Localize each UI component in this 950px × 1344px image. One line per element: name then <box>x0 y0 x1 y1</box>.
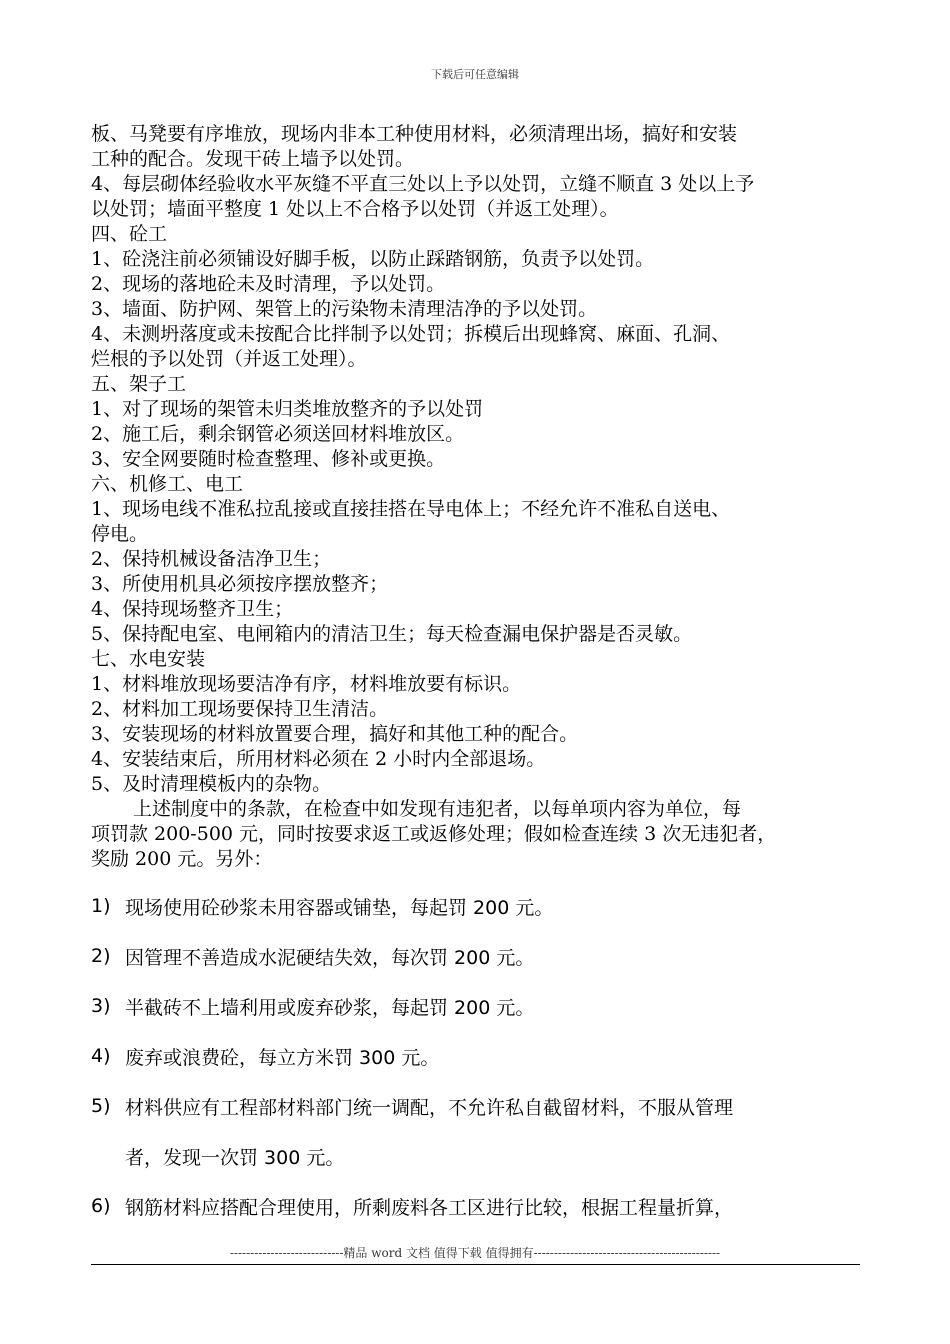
body-line: 4、安装结束后，所用材料必须在 2 小时内全部退场。 <box>91 748 546 770</box>
penalty-text: 现场使用砼砂浆未用容器或铺垫，每起罚 200 元。 <box>125 896 554 919</box>
body-line: 5、保持配电室、电闸箱内的清洁卫生；每天检查漏电保护器是否灵敏。 <box>91 623 693 645</box>
page-footer: ----------------------------精品 word 文档 值得下载 值得拥有---------------------------------------------- <box>229 1246 721 1260</box>
section-heading: 六、机修工、电工 <box>91 473 244 495</box>
body-line: 3、所使用机具必须按序摆放整齐； <box>91 573 389 595</box>
penalty-item <box>91 931 871 981</box>
body-line: 2、材料加工现场要保持卫生清洁。 <box>91 698 389 720</box>
body-line: 3、墙面、防护网、架管上的污染物未清理洁净的予以处罚。 <box>91 298 598 320</box>
body-line: 停电。 <box>91 523 149 545</box>
body-line: 2、现场的落地砼未及时清理，予以处罚。 <box>91 273 446 295</box>
penalty-text: 者，发现一次罚 300 元。 <box>125 1146 345 1169</box>
penalty-number: 6) <box>91 1195 111 1217</box>
body-line: 工种的配合。发现干砖上墙予以处罚。 <box>91 148 415 170</box>
penalty-number: 5) <box>91 1095 111 1117</box>
penalty-item-continuation <box>91 1131 871 1181</box>
summary-line: 奖励 200 元。另外： <box>91 848 273 870</box>
body-line: 4、每层砌体经验收水平灰缝不平直三处以上予以处罚，立缝不顺直 3 处以上予 <box>91 173 755 195</box>
section-heading: 四、砼工 <box>91 223 168 245</box>
body-line: 4、保持现场整齐卫生； <box>91 598 294 620</box>
penalty-item <box>91 1081 871 1131</box>
penalty-text: 材料供应有工程部材料部门统一调配，不允许私自截留材料，不服从管理 <box>125 1096 734 1119</box>
body-line: 板、马凳要有序堆放，现场内非本工种使用材料，必须清理出场，搞好和安装 <box>91 123 738 145</box>
penalty-text: 废弃或浪费砼，每立方米罚 300 元。 <box>125 1046 440 1069</box>
section-heading: 五、架子工 <box>91 373 187 395</box>
body-line: 5、及时清理模板内的杂物。 <box>91 773 332 795</box>
section-heading: 七、水电安装 <box>91 648 206 670</box>
penalty-number: 3) <box>91 995 111 1017</box>
body-line: 烂根的予以处罚（并返工处理）。 <box>91 348 367 370</box>
footer-divider <box>91 1264 860 1265</box>
penalty-number: 4) <box>91 1045 111 1067</box>
body-line: 1、对了现场的架管未归类堆放整齐的予以处罚 <box>91 398 484 420</box>
body-line: 4、未测坍落度或未按配合比拌制予以处罚；拆模后出现蜂窝、麻面、孔洞、 <box>91 323 731 345</box>
penalty-text: 钢筋材料应搭配合理使用，所剩废料各工区进行比较，根据工程量折算， <box>125 1196 734 1219</box>
penalty-item <box>91 881 871 931</box>
body-line: 1、材料堆放现场要洁净有序，材料堆放要有标识。 <box>91 673 522 695</box>
summary-line: 上述制度中的条款，在检查中如发现有违犯者，以每单项内容为单位，每 <box>133 798 742 820</box>
body-line: 3、安装现场的材料放置要合理，搞好和其他工种的配合。 <box>91 723 579 745</box>
penalty-text: 半截砖不上墙利用或废弃砂浆，每起罚 200 元。 <box>125 996 535 1019</box>
body-line: 1、砼浇注前必须铺设好脚手板，以防止踩踏钢筋，负责予以处罚。 <box>91 248 655 270</box>
body-line: 以处罚；墙面平整度 1 处以上不合格予以处罚（并返工处理）。 <box>91 198 619 220</box>
penalty-list <box>91 881 871 1231</box>
penalty-item <box>91 981 871 1031</box>
penalty-text: 因管理不善造成水泥硬结失效，每次罚 200 元。 <box>125 946 535 969</box>
document-body <box>91 122 871 872</box>
penalty-number: 2) <box>91 945 111 967</box>
penalty-number: 1) <box>91 895 111 917</box>
body-line: 2、保持机械设备洁净卫生； <box>91 548 332 570</box>
penalty-item <box>91 1181 871 1231</box>
body-line: 1、现场电线不准私拉乱接或直接挂搭在导电体上；不经允许不准私自送电、 <box>91 498 731 520</box>
body-line: 3、安全网要随时检查整理、修补或更换。 <box>91 448 446 470</box>
penalty-item <box>91 1031 871 1081</box>
body-line: 2、施工后，剩余钢管必须送回材料堆放区。 <box>91 423 465 445</box>
summary-line: 项罚款 200-500 元，同时按要求返工或返修处理；假如检查连续 3 次无违犯者， <box>91 823 777 845</box>
page-header: 下载后可任意编辑 <box>431 68 519 81</box>
